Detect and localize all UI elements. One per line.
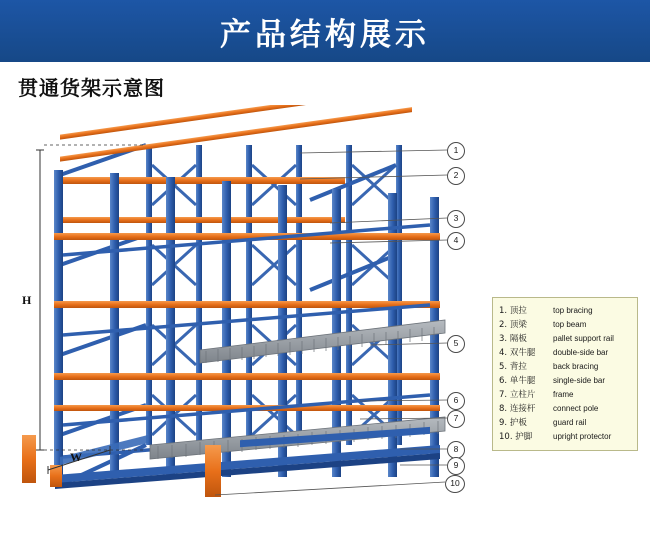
callout-marker-5: 5 bbox=[447, 335, 465, 353]
legend-item-en: back bracing bbox=[553, 362, 599, 371]
callout-marker-2: 2 bbox=[447, 167, 465, 185]
height-dimension-label: H bbox=[22, 293, 32, 307]
legend-item-cn: 10. 护脚 bbox=[499, 432, 533, 442]
legend-item-cn: 9. 护板 bbox=[499, 418, 527, 428]
legend-item-en: connect pole bbox=[553, 404, 599, 413]
legend-item bbox=[499, 374, 633, 388]
legend-item-en: pallet support rail bbox=[553, 334, 614, 343]
legend-item-en: guard rail bbox=[553, 418, 587, 427]
legend-item bbox=[499, 360, 633, 374]
legend-item-en: double-side bar bbox=[553, 348, 609, 357]
legend-item-cn: 2. 顶梁 bbox=[499, 320, 527, 330]
legend-item-cn: 3. 隔板 bbox=[499, 334, 527, 344]
legend-item-en: top beam bbox=[553, 320, 587, 329]
legend-item bbox=[499, 332, 633, 346]
page-title: 产品结构展示 bbox=[220, 16, 430, 53]
legend-item bbox=[499, 318, 633, 332]
callout-marker-6: 6 bbox=[447, 392, 465, 410]
legend-item bbox=[499, 388, 633, 402]
width-dimension-label: W bbox=[70, 450, 82, 464]
callout-marker-3: 3 bbox=[447, 210, 465, 228]
legend-item-en: frame bbox=[553, 390, 574, 399]
callout-marker-10: 10 bbox=[445, 475, 465, 493]
callout-marker-4: 4 bbox=[447, 232, 465, 250]
callout-marker-8: 8 bbox=[447, 441, 465, 459]
top-bracing bbox=[60, 105, 412, 162]
legend-item-cn: 1. 顶拉 bbox=[499, 306, 527, 316]
legend-item-cn: 5. 背拉 bbox=[499, 362, 527, 372]
legend-item-cn: 7. 立柱片 bbox=[499, 390, 536, 400]
legend-item bbox=[499, 416, 633, 430]
legend-item-en: upright protector bbox=[553, 432, 612, 441]
legend-item-en: single-side bar bbox=[553, 376, 606, 385]
callout-marker-7: 7 bbox=[447, 410, 465, 428]
legend-item-cn: 8. 连接杆 bbox=[499, 404, 536, 414]
callout-marker-1: 1 bbox=[447, 142, 465, 160]
legend-item bbox=[499, 346, 633, 360]
legend-item-en: top bracing bbox=[553, 306, 593, 315]
legend-item bbox=[499, 304, 633, 318]
callout-marker-9: 9 bbox=[447, 457, 465, 475]
legend-item bbox=[499, 402, 633, 416]
legend-box bbox=[492, 297, 638, 451]
diagram-subtitle: 贯通货架示意图 bbox=[18, 76, 165, 100]
header-banner bbox=[0, 0, 650, 62]
legend-item bbox=[499, 430, 633, 444]
legend-item-cn: 6. 单牛腿 bbox=[499, 376, 536, 386]
legend-item-cn: 4. 双牛腿 bbox=[499, 348, 536, 358]
